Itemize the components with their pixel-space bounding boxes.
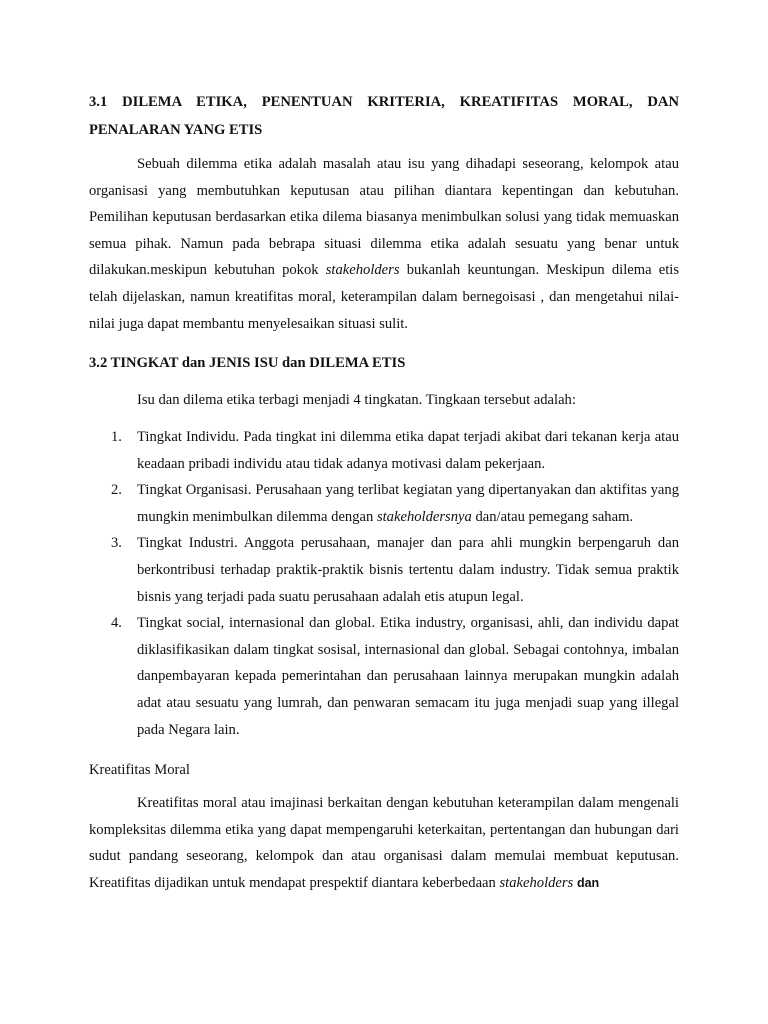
- section-3-1-heading: [89, 88, 679, 144]
- list-item: [89, 477, 679, 530]
- section-3-1-heading-line1: 3.1 DILEMA ETIKA, PENENTUAN KRITERIA, KREATIFITAS MORAL, DAN: [89, 94, 679, 110]
- section-3-2-intro: Isu dan dilema etika terbagi menjadi 4 tingkatan. Tingkaan tersebut adalah:: [137, 392, 576, 408]
- section-3-1-heading-line2: PENALARAN YANG ETIS: [89, 122, 263, 138]
- stakeholders-italic: stakeholders: [499, 874, 574, 891]
- section-3-1-paragraph-text-b: bukanlah keuntungan. Meskipun dilema etis telah dijelaskan, namun kreatifitas moral, keterampilan dalam bernegoisasi , dan mengetahui nilai-nilai juga dapat membantu menyelesaikan situasi sulit.: [89, 262, 679, 332]
- levels-list: [89, 424, 679, 743]
- list-item-number: 3.: [111, 535, 122, 552]
- list-item-number: 1.: [111, 429, 122, 445]
- kreatifitas-paragraph-end: dan: [576, 875, 600, 890]
- list-item-number: 4.: [111, 615, 122, 632]
- list-item-text-b: dan/atau pemegang saham.: [471, 508, 634, 525]
- list-item: [89, 424, 679, 477]
- list-item-text-a: Tingkat Organisasi. Perusahaan yang terlibat kegiatan yang dipertanyakan dan aktifitas yang mungkin menimbulkan dilemma dengan: [137, 482, 679, 525]
- section-3-1-paragraph: [89, 151, 679, 337]
- kreatifitas-paragraph-text: Kreatifitas moral atau imajinasi berkaitan dengan kebutuhan keterampilan dalam mengenali kompleksitas dilemma etika yang dapat mempengaruhi keterkaitan, pertentangan dan hubungan dari sudut pandang seseorang, kelompok dan atau organisasi dalam memulai membuat keputusan. Kreatifitas dijadikan untuk mendapat prespektif diantara keberbedaan: [89, 795, 679, 891]
- kreatifitas-moral-subheading: Kreatifitas Moral: [89, 762, 190, 778]
- list-item-text: Tingkat Individu. Pada tingkat ini dilemma etika dapat terjadi akibat dari tekanan kerja atau keadaan pribadi individu atau tidak adanya motivasi dalam pekerjaan.: [137, 429, 679, 472]
- section-3-1-paragraph-text-a: Sebuah dilemma etika adalah masalah atau isu yang dihadapi seseorang, kelompok atau organisasi yang membutuhkan keputusan atau pilihan diantara kepentingan dan kebutuhan. Pemilihan keputusan berdasarkan etika dilema biasanya menimbulkan solusi yang tidak memuaskan semua pihak. Namun pada bebrapa situasi dilemma etika adalah sesuatu yang benar untuk dilakukan.meskipun kebutuhan pokok: [89, 156, 679, 279]
- kreatifitas-paragraph: [89, 790, 679, 896]
- list-item: [89, 530, 679, 610]
- stakeholders-italic: stakeholders: [325, 262, 400, 279]
- section-3-2-heading: 3.2 TINGKAT dan JENIS ISU dan DILEMA ETIS: [89, 355, 406, 371]
- stakeholdersnya-italic: stakeholdersnya: [376, 508, 472, 525]
- list-item-text: Tingkat Industri. Anggota perusahaan, manajer dan para ahli mungkin berpengaruh dan berkontribusi terhadap praktik-praktik bisnis tertentu dalam industry. Tidak semua praktik bisnis yang terjadi pada suatu perusahaan adalah etis atupun legal.: [137, 535, 679, 605]
- list-item-text: Tingkat social, internasional dan global. Etika industry, organisasi, ahli, dan individu dapat diklasifikasikan dalam tingkat sosisal, internasional dan global. Sebagai contohnya, imbalan danpembayaran kepada pemerintahan dan perusahaan lainnya merupakan mungkin adalah adat atau sesuatu yang lumrah, dan penwaran semacam itu juga menjadi suap yang illegal pada Negara lain.: [137, 615, 679, 738]
- list-item-number: 2.: [111, 482, 122, 499]
- list-item: [89, 610, 679, 743]
